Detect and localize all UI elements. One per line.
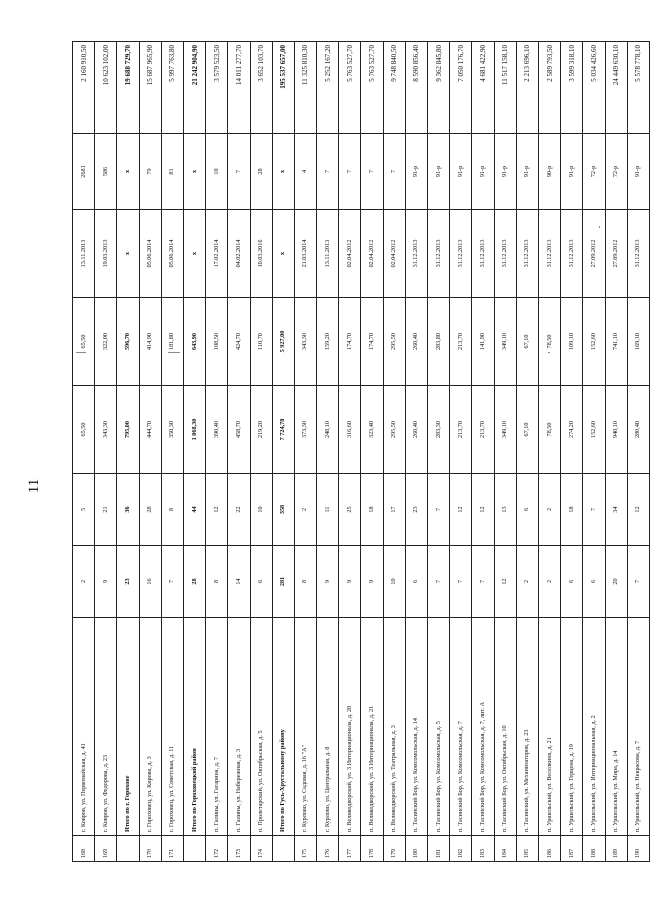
cell-apartments: 9 xyxy=(317,546,339,618)
cell-apartments: 10 xyxy=(383,546,405,618)
table-row xyxy=(450,42,472,862)
table-body xyxy=(73,42,650,862)
cell-number xyxy=(117,836,139,862)
cell-decree: 7 xyxy=(228,134,250,210)
cell-apartments: 7 xyxy=(472,546,494,618)
cell-date: 31.12.2013 xyxy=(538,210,560,298)
cell-date: x xyxy=(117,210,139,298)
table-row xyxy=(228,42,250,862)
cell-residents: 358 xyxy=(272,474,294,546)
cell-address: п. Тасинский Бор, ул. Комсомольская, д. 7 xyxy=(450,618,472,836)
cell-residents: 2 xyxy=(294,474,316,546)
cell-apartments: 6 xyxy=(561,546,583,618)
cell-apartments: 6 xyxy=(583,546,605,618)
cell-apartments: 9 xyxy=(339,546,361,618)
rotated-table-wrapper xyxy=(72,42,643,862)
cell-decree: 7 xyxy=(339,134,361,210)
cell-apartments: 7 xyxy=(450,546,472,618)
cell-cost: 195 537 657,00 xyxy=(272,42,294,134)
cell-cost: 8 590 856,40 xyxy=(405,42,427,134)
cell-decree: 91-р xyxy=(516,134,538,210)
cell-cost: 5 252 167,20 xyxy=(317,42,339,134)
cell-area-emergency: 152,60 xyxy=(583,298,605,386)
cell-address: п. Тасинский Бор, ул. Комсомольская, д. 7, лит. А xyxy=(472,618,494,836)
cell-residents: 36 xyxy=(117,474,139,546)
table-row xyxy=(317,42,339,862)
cell-area-total: 152,60 xyxy=(583,386,605,474)
cell-apartments: 28 xyxy=(183,546,205,618)
cell-cost: 5 997 763,80 xyxy=(161,42,183,134)
cell-address: п. Пролетарский, ул. Октябрьская, д. 5 xyxy=(250,618,272,836)
cell-address: п. Уршельский, ул. Веселкина, д. 21 xyxy=(538,618,560,836)
cell-number: 175 xyxy=(294,836,316,862)
cell-date: x xyxy=(272,210,294,298)
cell-decree: 91-р xyxy=(405,134,427,210)
cell-date: 05.06.2014 xyxy=(161,210,183,298)
cell-address: Итого по г. Горохове xyxy=(117,618,139,836)
cell-decree: x xyxy=(183,134,205,210)
housing-table xyxy=(72,41,650,862)
cell-cost: 19 688 729,70 xyxy=(117,42,139,134)
cell-apartments: 9 xyxy=(361,546,383,618)
cell-date: 10.03.2016 xyxy=(250,210,272,298)
summary-row xyxy=(117,42,139,862)
cell-date: 21.03.2014 xyxy=(294,210,316,298)
cell-date: 27.09.2012 xyxy=(605,210,627,298)
cell-area-emergency: 424,70 xyxy=(228,298,250,386)
cell-residents: 18 xyxy=(561,474,583,546)
cell-area-emergency: 295,50 xyxy=(383,298,405,386)
cell-area-total: 67,10 xyxy=(516,386,538,474)
cell-decree: 91-р xyxy=(428,134,450,210)
cell-number: 177 xyxy=(339,836,361,862)
cell-number: 173 xyxy=(228,836,250,862)
cell-area-emergency: 110,70 xyxy=(250,298,272,386)
cell-number: 186 xyxy=(538,836,560,862)
cell-decree: x xyxy=(117,134,139,210)
cell-decree: 91-р xyxy=(450,134,472,210)
cell-decree: 4 xyxy=(294,134,316,210)
cell-apartments: 12 xyxy=(494,546,516,618)
cell-number: 169 xyxy=(95,836,117,862)
cell-residents: 18 xyxy=(361,474,383,546)
cell-cost: 5 034 426,60 xyxy=(583,42,605,134)
cell-area-emergency: 643,90 xyxy=(183,298,205,386)
cell-address: п. Уршельский, ул. Интернациональная, д. 2 xyxy=(583,618,605,836)
cell-cost: 24 449 630,10 xyxy=(605,42,627,134)
cell-area-total: 283,30 xyxy=(428,386,450,474)
cell-decree: 81 xyxy=(161,134,183,210)
cell-apartments: 16 xyxy=(139,546,161,618)
cell-date: 04.02.2014 xyxy=(228,210,250,298)
cell-area-total: 78,50 xyxy=(538,386,560,474)
cell-residents: 6 xyxy=(516,474,538,546)
cell-date: 31.12.2013 xyxy=(627,210,649,298)
cell-residents: 2 xyxy=(538,474,560,546)
cell-date: 17.02.2014 xyxy=(206,210,228,298)
cell-cost: 5 763 527,70 xyxy=(339,42,361,134)
cell-decree: 7 xyxy=(317,134,339,210)
cell-apartments: 7 xyxy=(428,546,450,618)
cell-cost: 9 748 840,50 xyxy=(383,42,405,134)
cell-residents: 22 xyxy=(228,474,250,546)
cell-area-total: 350,30 xyxy=(161,386,183,474)
cell-address: п. Великодворский, ул. Театральная, д. 3 xyxy=(383,618,405,836)
cell-area-emergency: 349,10 xyxy=(494,298,516,386)
cell-cost: 10 623 102,00 xyxy=(95,42,117,134)
cell-decree: 7 xyxy=(361,134,383,210)
cell-decree: 7 xyxy=(383,134,405,210)
cell-decree: 90-р xyxy=(538,134,560,210)
cell-number: 170 xyxy=(139,836,161,862)
cell-area-total: 248,10 xyxy=(317,386,339,474)
cell-date: 31.12.2013 xyxy=(494,210,516,298)
cell-address: п. Тасинский Бор, ул. Комсомольская, д. 5 xyxy=(428,618,450,836)
cell-number: 190 xyxy=(627,836,649,862)
cell-cost: 14 011 277,70 xyxy=(228,42,250,134)
cell-decree: 91-р xyxy=(472,134,494,210)
cell-number xyxy=(183,836,205,862)
table-row xyxy=(250,42,272,862)
cell-number: 189 xyxy=(605,836,627,862)
cell-residents: 25 xyxy=(339,474,361,546)
cell-cost: 3 599 318,10 xyxy=(561,42,583,134)
cell-cost: 11 517 158,10 xyxy=(494,42,516,134)
cell-cost: 5 763 527,70 xyxy=(361,42,383,134)
cell-apartments: 20 xyxy=(605,546,627,618)
cell-area-emergency: 213,70 xyxy=(450,298,472,386)
cell-address: г. Курлово, ул. Садовая, д. 16 "А" xyxy=(294,618,316,836)
cell-date: 31.12.2013 xyxy=(428,210,450,298)
cell-residents: 5 xyxy=(73,474,95,546)
cell-residents: 7 xyxy=(583,474,605,546)
cell-address: п. Тасинский Бор, ул. Октябрьская, д. 10 xyxy=(494,618,516,836)
cell-date: 02.04.2012 xyxy=(361,210,383,298)
table-row xyxy=(405,42,427,862)
cell-residents: 44 xyxy=(183,474,205,546)
cell-date: 27.09.2012 xyxy=(583,210,605,298)
cell-area-emergency: 109,10 xyxy=(561,298,583,386)
cell-area-total: 213,70 xyxy=(450,386,472,474)
cell-residents: 21 xyxy=(95,474,117,546)
table-row xyxy=(583,42,605,862)
cell-date: 31.12.2013 xyxy=(405,210,427,298)
cell-address: г. Ковров, ул. Первомайская, д. 41 xyxy=(73,618,95,836)
cell-area-emergency: 596,70 xyxy=(117,298,139,386)
table-row xyxy=(494,42,516,862)
cell-decree: 91-р xyxy=(494,134,516,210)
cell-number: 179 xyxy=(383,836,405,862)
cell-area-total: 349,10 xyxy=(494,386,516,474)
cell-address: п. Тасинский Бор, ул. Комсомольская, д. 14 xyxy=(405,618,427,836)
cell-area-total: 260,40 xyxy=(405,386,427,474)
cell-area-emergency: 174,70 xyxy=(361,298,383,386)
cell-residents: 12 xyxy=(450,474,472,546)
cell-number: 184 xyxy=(494,836,516,862)
cell-address: Итого по Гусь-Хрустальному району xyxy=(272,618,294,836)
cell-address: п. Тасинский, ул. Механизаторов, д. 23 xyxy=(516,618,538,836)
table-row xyxy=(472,42,494,862)
cell-address: г. Гороховец, ул. Советская, д. 11 xyxy=(161,618,183,836)
cell-area-total: 343,30 xyxy=(95,386,117,474)
table-row xyxy=(627,42,649,862)
cell-apartments: 6 xyxy=(250,546,272,618)
cell-residents: 12 xyxy=(627,474,649,546)
cell-area-total: 458,70 xyxy=(228,386,250,474)
cell-number: 180 xyxy=(405,836,427,862)
cell-area-emergency: 322,00 xyxy=(95,298,117,386)
cell-residents: 12 xyxy=(206,474,228,546)
cell-cost: 9 362 845,80 xyxy=(428,42,450,134)
cell-address: п. Уршельский, ул. Герцена, д. 19 xyxy=(561,618,583,836)
cell-cost: 4 681 422,90 xyxy=(472,42,494,134)
cell-area-total: 1 068,30 xyxy=(183,386,205,474)
cell-cost: 11 325 810,30 xyxy=(294,42,316,134)
cell-area-emergency: 5 927,00 xyxy=(272,298,294,386)
cell-area-emergency: 65,50 xyxy=(73,298,95,386)
cell-address: п. Галины, ул. Гагарина, д. 7 xyxy=(206,618,228,836)
cell-area-total: 295,50 xyxy=(383,386,405,474)
cell-residents: 11 xyxy=(317,474,339,546)
cell-apartments: 23 xyxy=(117,546,139,618)
table-row xyxy=(73,42,95,862)
page-number: 11 xyxy=(26,478,42,494)
cell-area-emergency: 741,10 xyxy=(605,298,627,386)
cell-residents: 10 xyxy=(250,474,272,546)
table-row xyxy=(339,42,361,862)
table-row xyxy=(139,42,161,862)
cell-date: 05.06.2014 xyxy=(139,210,161,298)
cell-residents: 7 xyxy=(428,474,450,546)
table-row xyxy=(95,42,117,862)
cell-number: 181 xyxy=(428,836,450,862)
cell-area-total: 316,60 xyxy=(339,386,361,474)
cell-decree: 91-р xyxy=(561,134,583,210)
cell-residents: 8 xyxy=(161,474,183,546)
cell-area-total: 213,70 xyxy=(472,386,494,474)
cell-decree: 28 xyxy=(250,134,272,210)
cell-cost: 2 160 910,50 xyxy=(73,42,95,134)
cell-area-total: 280,40 xyxy=(627,386,649,474)
cell-area-total: 65,50 xyxy=(73,386,95,474)
cell-address: п. Уршельский, ул. Некрасова, д. 7 xyxy=(627,618,649,836)
cell-address: г. Гороховец, ул. Кирова, д. 3 xyxy=(139,618,161,836)
table-row xyxy=(206,42,228,862)
cell-decree: x xyxy=(272,134,294,210)
cell-area-total: 444,70 xyxy=(139,386,161,474)
cell-number: 188 xyxy=(583,836,605,862)
cell-cost: 3 652 103,70 xyxy=(250,42,272,134)
table-row xyxy=(605,42,627,862)
cell-decree: 10 xyxy=(206,134,228,210)
cell-area-total: 390,40 xyxy=(206,386,228,474)
cell-area-emergency: 283,80 xyxy=(428,298,450,386)
table-row xyxy=(561,42,583,862)
cell-number xyxy=(272,836,294,862)
cell-number: 187 xyxy=(561,836,583,862)
cell-area-total: 795,00 xyxy=(117,386,139,474)
cell-date: 31.12.2013 xyxy=(450,210,472,298)
cell-date: 02.04.2012 xyxy=(339,210,361,298)
summary-row xyxy=(183,42,205,862)
cell-area-total: 219,20 xyxy=(250,386,272,474)
cell-date: 31.12.2013 xyxy=(472,210,494,298)
cell-address: п. Галины, ул. Набережная, д. 3 xyxy=(228,618,250,836)
cell-number: 185 xyxy=(516,836,538,862)
cell-apartments: 6 xyxy=(405,546,427,618)
cell-decree: 91-р xyxy=(627,134,649,210)
cell-cost: 2 589 793,50 xyxy=(538,42,560,134)
cell-decree: 586 xyxy=(95,134,117,210)
cell-area-emergency: 414,90 xyxy=(139,298,161,386)
cell-cost: 3 579 523,50 xyxy=(206,42,228,134)
cell-area-total: 940,10 xyxy=(605,386,627,474)
cell-decree: 72-р xyxy=(605,134,627,210)
cell-area-emergency: 159,20 xyxy=(317,298,339,386)
cell-decree: 79 xyxy=(139,134,161,210)
cell-residents: 12 xyxy=(472,474,494,546)
cell-apartments: 14 xyxy=(228,546,250,618)
table-row xyxy=(161,42,183,862)
cell-cost: 15 687 965,90 xyxy=(139,42,161,134)
cell-number: 172 xyxy=(206,836,228,862)
cell-area-emergency: 141,90 xyxy=(472,298,494,386)
table-row xyxy=(428,42,450,862)
summary-row xyxy=(272,42,294,862)
cell-number: 168 xyxy=(73,836,95,862)
cell-area-emergency: 108,50 xyxy=(206,298,228,386)
cell-apartments: 281 xyxy=(272,546,294,618)
cell-number: 178 xyxy=(361,836,383,862)
cell-number: 183 xyxy=(472,836,494,862)
cell-area-emergency: 67,10 xyxy=(516,298,538,386)
cell-date: 31.12.2013 xyxy=(516,210,538,298)
cell-area-emergency: 174,70 xyxy=(339,298,361,386)
cell-number: 171 xyxy=(161,836,183,862)
cell-area-total: 7 724,78 xyxy=(272,386,294,474)
cell-date: x xyxy=(183,210,205,298)
table-row xyxy=(383,42,405,862)
cell-apartments: 9 xyxy=(95,546,117,618)
cell-apartments: 8 xyxy=(294,546,316,618)
table-row xyxy=(516,42,538,862)
cell-number: 174 xyxy=(250,836,272,862)
cell-decree: 72-р xyxy=(583,134,605,210)
cell-date: 19.03.2013 xyxy=(95,210,117,298)
cell-address: п. Уршельский, ул. Мира, д. 14 xyxy=(605,618,627,836)
cell-residents: 13 xyxy=(494,474,516,546)
cell-number: 182 xyxy=(450,836,472,862)
table-row xyxy=(294,42,316,862)
cell-address: г. Курлово, ул. Центральная, д. 8 xyxy=(317,618,339,836)
cell-address: п. Великодворский, ул. 3 Интернационала, д. 20 xyxy=(339,618,361,836)
cell-apartments: 2 xyxy=(73,546,95,618)
cell-residents: 17 xyxy=(383,474,405,546)
cell-apartments: 2 xyxy=(538,546,560,618)
cell-apartments: 8 xyxy=(206,546,228,618)
cell-apartments: 7 xyxy=(627,546,649,618)
cell-date: 02.04.2012 xyxy=(383,210,405,298)
cell-area-emergency: 260,40 xyxy=(405,298,427,386)
cell-area-emergency: 169,10 xyxy=(627,298,649,386)
cell-decree: 2681 xyxy=(73,134,95,210)
cell-area-total: 373,30 xyxy=(294,386,316,474)
cell-area-emergency: 78,50 xyxy=(538,298,560,386)
cell-apartments: 7 xyxy=(161,546,183,618)
cell-address: г. Ковров, ул. Федорова, д. 23 xyxy=(95,618,117,836)
cell-cost: 5 578 778,10 xyxy=(627,42,649,134)
cell-cost: 7 050 176,70 xyxy=(450,42,472,134)
table-row xyxy=(361,42,383,862)
cell-area-emergency: 343,30 xyxy=(294,298,316,386)
cell-date: 13.11.2013 xyxy=(317,210,339,298)
cell-residents: 28 xyxy=(139,474,161,546)
cell-residents: 34 xyxy=(605,474,627,546)
cell-address: Итого по Гороховецкий район xyxy=(183,618,205,836)
cell-date: 13.11.2013 xyxy=(73,210,95,298)
cell-number: 176 xyxy=(317,836,339,862)
cell-apartments: 2 xyxy=(516,546,538,618)
cell-address: п. Великодворский, ул. 3 Интернационала, д. 21 xyxy=(361,618,383,836)
table-row xyxy=(538,42,560,862)
cell-cost: 2 213 696,10 xyxy=(516,42,538,134)
cell-residents: 23 xyxy=(405,474,427,546)
cell-area-emergency: 181,80 xyxy=(161,298,183,386)
cell-area-total: 323,40 xyxy=(361,386,383,474)
cell-cost: 21 242 904,90 xyxy=(183,42,205,134)
cell-area-total: 274,20 xyxy=(561,386,583,474)
cell-date: 31.12.2013 xyxy=(561,210,583,298)
